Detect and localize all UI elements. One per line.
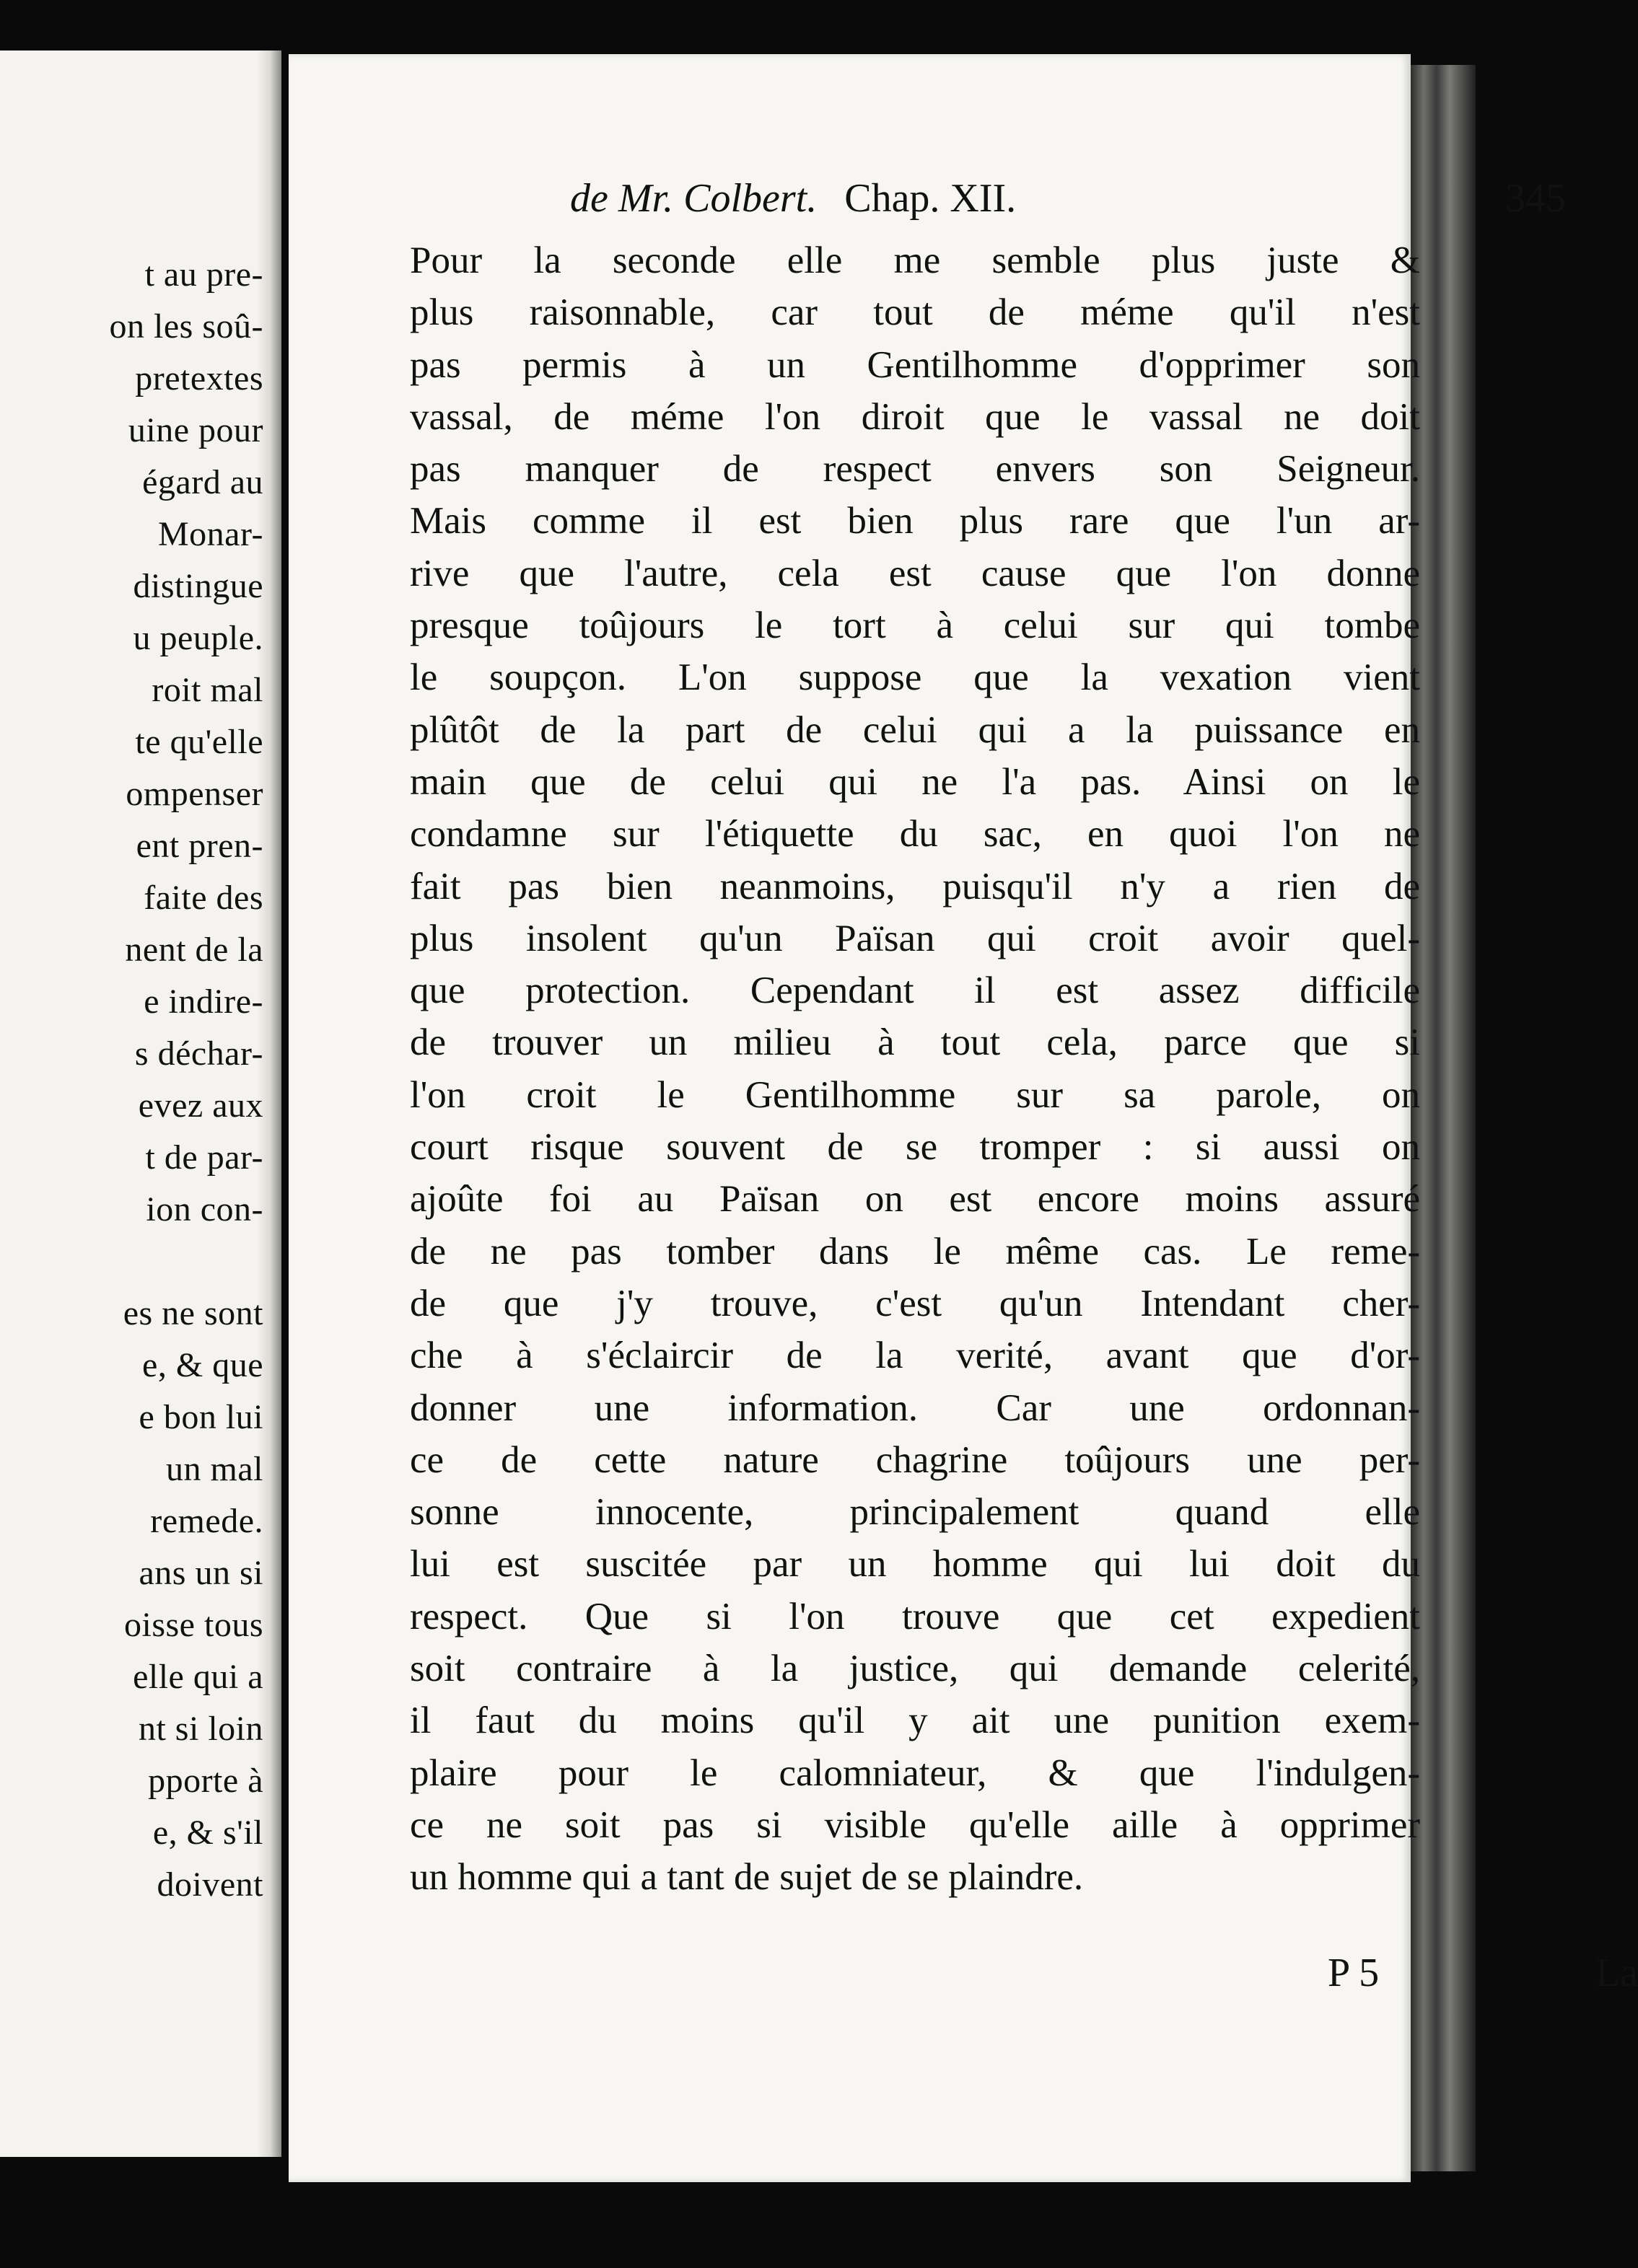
body-text-line: un homme qui a tant de sujet de se plaindre. — [410, 1856, 1084, 1899]
facing-page-line: ompenser — [126, 775, 263, 813]
body-text-line: l'on croit le Gentilhomme sur sa parole, on — [410, 1073, 1420, 1116]
body-text-line: Pour la seconde elle me semble plus juste & — [410, 239, 1420, 281]
body-text-line: donner une information. Car une ordonnan- — [410, 1386, 1420, 1429]
body-text-line: fait pas bien neanmoins, puisqu'il n'y a rien de — [410, 865, 1420, 907]
body-text-line: plaire pour le calomniateur, & que l'indulgen- — [410, 1751, 1420, 1794]
running-header — [570, 170, 1566, 227]
body-text-line: plus insolent qu'un Païsan qui croit avoir quel- — [410, 917, 1420, 959]
page-body-text — [410, 234, 1420, 1904]
facing-page-line: doivent — [157, 1865, 263, 1904]
chapter-label: Chap. XII. — [844, 176, 1017, 221]
facing-page-line: es ne sont — [123, 1294, 263, 1332]
facing-page-line: nt si loin — [138, 1710, 263, 1748]
body-text-line: condamne sur l'étiquette du sac, en quoi l'on ne — [410, 813, 1420, 856]
body-text-line: court risque souvent de se tromper : si aussi on — [410, 1126, 1420, 1169]
facing-page-line: oisse tous — [123, 1606, 263, 1644]
facing-page-line: ans un si — [139, 1554, 263, 1592]
facing-page-line: u peuple. — [133, 619, 263, 657]
body-text-line: de ne pas tomber dans le même cas. Le reme- — [410, 1230, 1420, 1273]
facing-page-line: e bon lui — [139, 1398, 263, 1436]
running-title: de Mr. Colbert. — [570, 176, 818, 221]
body-text-line: de trouver un milieu à tout cela, parce que si — [410, 1021, 1420, 1064]
facing-page-line: remede. — [150, 1502, 263, 1540]
body-text-line: le soupçon. L'on suppose que la vexation vient — [410, 656, 1420, 699]
body-text-line: pas manquer de respect envers son Seigneur. — [410, 448, 1420, 491]
body-text-line: pas permis à un Gentilhomme d'opprimer son — [410, 343, 1420, 386]
body-text-line: Mais comme il est bien plus rare que l'un ar- — [410, 500, 1420, 542]
body-text-line: que protection. Cependant il est assez difficile — [410, 970, 1420, 1012]
body-text-line: ce ne soit pas si visible qu'elle aille à opprimer — [410, 1803, 1420, 1846]
facing-page-line: uine pour — [128, 411, 263, 449]
facing-page-left — [0, 50, 281, 2157]
body-text-line: lui est suscitée par un homme qui lui doit du — [410, 1543, 1420, 1586]
body-text-line: vassal, de méme l'on diroit que le vassal ne doit — [410, 395, 1420, 438]
facing-page-line: elle qui a — [133, 1658, 263, 1696]
body-text-line: presque toûjours le tort à celui sur qui tombe — [410, 605, 1420, 647]
facing-page-line — [0, 1236, 263, 1288]
facing-page-line: e, & s'il — [152, 1814, 263, 1852]
body-text-line: de que j'y trouve, c'est qu'un Intendant cher- — [410, 1282, 1420, 1324]
body-text-line: main que de celui qui ne l'a pas. Ainsi on le — [410, 760, 1420, 803]
facing-page-line: t au pre- — [144, 255, 263, 294]
page-edge-shadow — [1411, 65, 1476, 2171]
body-text-line: sonne innocente, principalement quand elle — [410, 1491, 1420, 1534]
facing-page-line: ent pren- — [136, 827, 263, 865]
facing-page-line: e indire- — [144, 983, 263, 1021]
facing-page-line: s déchar- — [134, 1034, 263, 1073]
body-text-line: che à s'éclaircir de la verité, avant que d'or- — [410, 1335, 1420, 1377]
body-text-line: plus raisonnable, car tout de méme qu'il n'est — [410, 291, 1420, 334]
body-text-line: ce de cette nature chagrine toûjours une per- — [410, 1438, 1420, 1481]
facing-page-line: distingue — [133, 567, 263, 605]
facing-page-line: faite des — [144, 879, 263, 917]
body-text-line: plûtôt de la part de celui qui a la puissance en — [410, 708, 1420, 751]
body-text-line: soit contraire à la justice, qui demande celerité, — [410, 1648, 1420, 1690]
catchword: La — [1595, 1951, 1638, 1995]
facing-page-line: te qu'elle — [135, 723, 263, 761]
signature-mark: P 5 — [1328, 1951, 1380, 1995]
facing-page-line: e, & que — [142, 1346, 263, 1384]
facing-page-line: evez aux — [138, 1086, 263, 1125]
facing-page-line: ion con- — [146, 1190, 263, 1228]
body-text-line: ajoûte foi au Païsan on est encore moins assuré — [410, 1178, 1420, 1221]
body-text-line: respect. Que si l'on trouve que cet expedient — [410, 1595, 1420, 1638]
body-text-line: il faut du moins qu'il y ait une punition exem- — [410, 1700, 1420, 1742]
facing-page-text — [0, 249, 263, 1911]
facing-page-line: on les soû- — [109, 307, 263, 346]
facing-page-line: égard au — [142, 463, 263, 501]
book-page — [289, 54, 1638, 2182]
facing-page-line: t de par- — [145, 1138, 263, 1177]
facing-page-line: roit mal — [152, 671, 263, 709]
facing-page-line: nent de la — [125, 931, 263, 969]
facing-page-line: un mal — [166, 1450, 263, 1488]
facing-page-line: pretextes — [135, 359, 263, 397]
facing-page-line: pporte à — [148, 1762, 263, 1800]
page-number: 345 — [1505, 176, 1566, 221]
body-text-line: rive que l'autre, cela est cause que l'on donne — [410, 552, 1420, 594]
facing-page-line: Monar- — [158, 515, 263, 553]
